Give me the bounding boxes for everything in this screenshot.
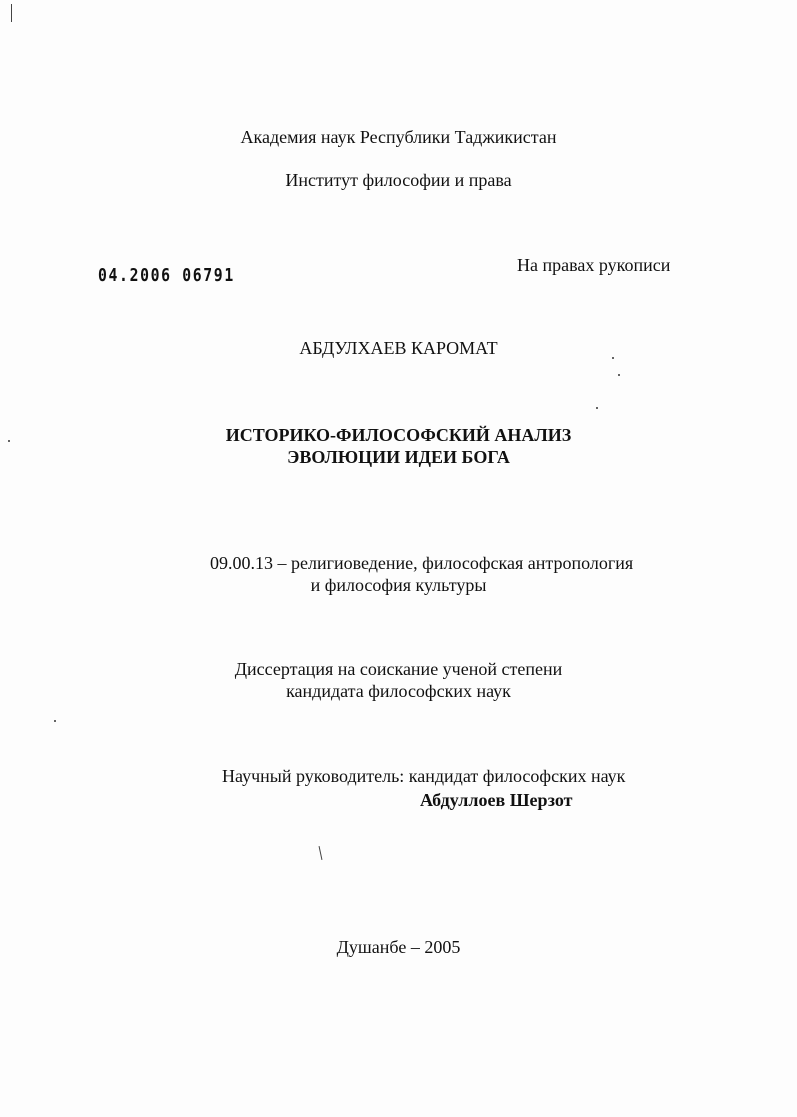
author-name: АБДУЛХАЕВ КАРОМАТ	[299, 338, 498, 358]
scan-mark	[319, 846, 323, 860]
title-line-1: ИСТОРИКО-ФИЛОСОФСКИЙ АНАЛИЗ	[225, 425, 572, 445]
supervisor-name: Абдуллоев Шерзот	[420, 790, 573, 810]
degree-line-1: Диссертация на соискание ученой степени	[234, 659, 563, 679]
institute-name: Институт философии и права	[285, 170, 512, 190]
scan-speck	[54, 720, 56, 722]
degree-line-2: кандидата философских наук	[286, 681, 511, 701]
specialty-line-2: и философия культуры	[310, 575, 487, 595]
place-year: Душанбе – 2005	[336, 937, 461, 957]
library-stamp-number: 04.2006 06791	[98, 265, 235, 286]
scan-speck	[612, 357, 614, 359]
manuscript-note: На правах рукописи	[517, 255, 671, 275]
title-line-2: ЭВОЛЮЦИИ ИДЕИ БОГА	[287, 447, 510, 467]
scan-speck	[8, 440, 10, 442]
specialty-line-1: 09.00.13 – религиоведение, философская антропология	[210, 553, 634, 573]
academy-name: Академия наук Республики Таджикистан	[240, 127, 557, 147]
scan-mark	[11, 4, 12, 22]
scan-speck	[618, 374, 620, 376]
scan-speck	[596, 407, 598, 409]
supervisor-label: Научный руководитель: кандидат философских наук	[222, 766, 626, 786]
